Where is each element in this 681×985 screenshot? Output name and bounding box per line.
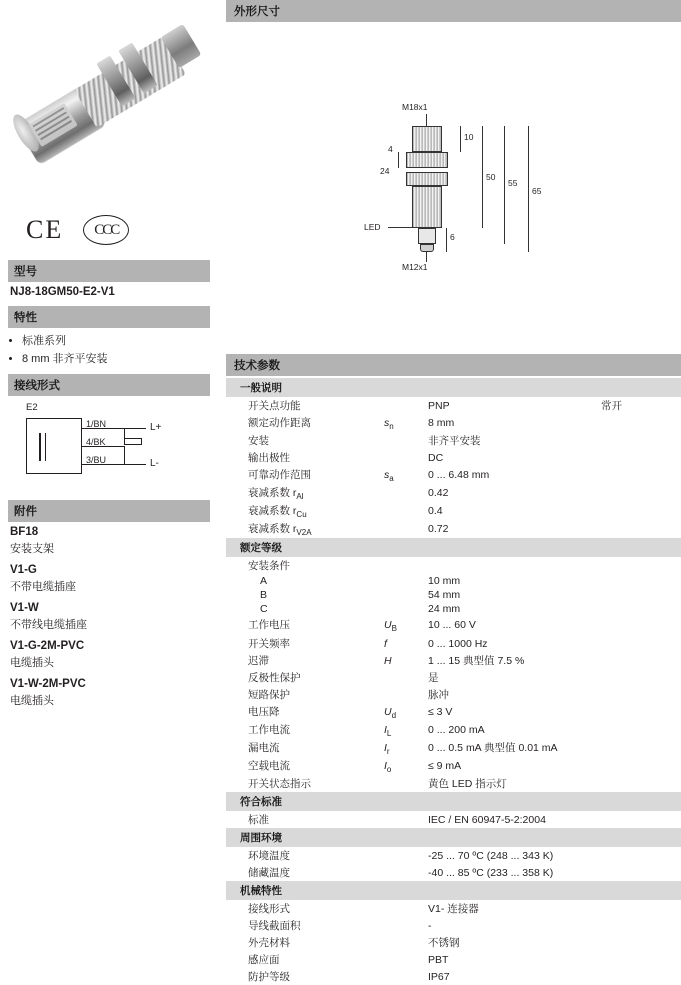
dim-thread-top-label: M18x1	[402, 102, 428, 112]
row-label: 开关点功能	[248, 400, 301, 412]
row-value: 10 ... 60 V	[428, 619, 476, 632]
dim-thread-bottom-label: M12x1	[402, 262, 428, 272]
accessory-desc: 不带电缆插座	[10, 581, 76, 593]
tech-header: 技术参数	[226, 354, 681, 376]
table-row	[226, 484, 681, 502]
tech-group-title: 机械特性	[226, 881, 681, 900]
wiring-label-plus: L+	[150, 422, 162, 433]
dim-led-label: LED	[364, 222, 381, 232]
model-value: NJ8-18GM50-E2-V1	[10, 286, 115, 298]
dim-leader-top	[426, 114, 427, 126]
table-row	[226, 703, 681, 721]
list-item: • 8 mm 非齐平安装	[22, 350, 210, 366]
row-value: 0 ... 6.48 mm	[428, 469, 490, 482]
row-value: 0.42	[428, 487, 449, 500]
row-value: PNP	[428, 400, 450, 412]
row-value: DC	[428, 452, 444, 465]
table-row	[226, 721, 681, 739]
dim-sensor-tip	[412, 126, 442, 152]
row-value: 0.72	[428, 523, 449, 536]
table-row	[226, 652, 681, 669]
row-value: 是	[428, 671, 439, 684]
dim-sensor-nut-1	[406, 152, 448, 168]
left-column	[0, 0, 218, 917]
row-value: 黄色 LED 指示灯	[428, 777, 507, 790]
row-label: 导线截面积	[248, 919, 301, 932]
row-value: 10 mm	[428, 575, 461, 588]
row-label: 环境温度	[248, 849, 290, 862]
sensor-illustration	[16, 16, 196, 186]
row-value: 24 mm	[428, 603, 461, 616]
row-label: 衰减系数 $r_{Al}$	[248, 487, 304, 502]
wiring-load-resistor	[124, 438, 142, 445]
row-label: 外壳材料	[248, 936, 290, 949]
accessory-item	[8, 602, 210, 632]
row-label: 开关状态指示	[248, 777, 311, 790]
row-label: 反极性保护	[248, 671, 301, 684]
table-row	[226, 686, 681, 703]
tech-table	[226, 378, 681, 985]
row-label: 迟滞	[248, 654, 269, 667]
dim-sensor-connector-end	[420, 244, 434, 252]
dim-10-line	[460, 126, 461, 152]
list-item: • 标准系列	[22, 332, 210, 348]
wiring-symbol-bar-2	[45, 433, 46, 461]
table-row	[226, 739, 681, 757]
dim-55-label: 55	[508, 178, 518, 188]
dim-65-line	[528, 126, 529, 252]
row-value: 0 ... 0.5 mA 典型值 0.01 mA	[428, 741, 558, 754]
row-value: ≤ 9 mA	[428, 759, 462, 772]
row-value: 0.4	[428, 505, 443, 518]
table-row	[226, 502, 681, 520]
table-row	[226, 414, 681, 432]
row-value: 8 mm	[428, 417, 455, 429]
accessory-name: V1-W-2M-PVC	[10, 678, 86, 690]
dim-50-label: 50	[486, 172, 496, 182]
row-symbol: $U_B$	[384, 619, 397, 634]
features-list	[8, 332, 210, 366]
accessory-desc: 安装支架	[10, 543, 54, 555]
row-label: 输出极性	[248, 452, 290, 465]
row-label: 储藏温度	[248, 866, 290, 879]
wiring-diagram	[10, 402, 210, 494]
dim-sensor-nut-2	[406, 172, 448, 186]
table-row	[226, 968, 681, 985]
accessory-name: BF18	[10, 526, 39, 538]
row-value: PBT	[428, 953, 449, 966]
dim-wrench-label: 24	[380, 166, 390, 176]
tech-group-title: 额定等级	[226, 538, 681, 557]
row-symbol: $s_n$	[384, 417, 394, 432]
accessory-desc: 不带线电缆插座	[10, 619, 87, 631]
row-value: IP67	[428, 970, 450, 983]
table-row	[226, 635, 681, 652]
row-symbol: $s_a$	[384, 469, 394, 484]
model-section-header: 型号	[8, 260, 210, 282]
dim-leader-bottom	[426, 252, 427, 262]
accessory-desc: 电缆插头	[10, 695, 54, 707]
wiring-label-minus: L-	[150, 458, 159, 469]
wiring-node-1	[124, 428, 125, 438]
dim-4-label: 4	[388, 144, 393, 154]
row-symbol: $I_L$	[384, 723, 392, 738]
table-row	[226, 616, 681, 634]
row-value: -25 ... 70 ºC (248 ... 343 K)	[428, 849, 554, 862]
row-label: 防护等级	[248, 970, 290, 983]
certification-marks	[26, 210, 210, 250]
row-value: ≤ 3 V	[428, 705, 453, 718]
row-label: A	[260, 575, 268, 588]
wiring-section-header: 接线形式	[8, 374, 210, 396]
dim-sensor-barrel	[412, 186, 442, 228]
dim-6-line	[446, 228, 447, 252]
table-row	[226, 934, 681, 951]
row-symbol: f	[384, 637, 387, 650]
table-row	[226, 864, 681, 881]
wiring-label-1: 1/BN	[86, 419, 107, 429]
table-row	[226, 917, 681, 934]
row-value: 脉冲	[428, 688, 449, 701]
row-value: -	[428, 919, 432, 932]
row-label: 可靠动作范围	[248, 469, 311, 482]
table-row	[226, 557, 681, 574]
wiring-label-3: 3/BU	[86, 455, 107, 465]
dim-led-leader	[388, 227, 416, 228]
row-value: 非齐平安装	[428, 435, 481, 448]
wiring-type-label: E2	[26, 402, 38, 413]
accessory-item	[8, 526, 210, 556]
row-value: 0 ... 1000 Hz	[428, 637, 488, 650]
table-row	[226, 588, 681, 602]
row-label: 短路保护	[248, 688, 290, 701]
row-value: 1 ... 15 典型值 7.5 %	[428, 654, 525, 667]
table-row	[226, 466, 681, 484]
wiring-label-2: 4/BK	[86, 437, 106, 447]
wiring-sensor-box	[26, 418, 82, 474]
table-row	[226, 900, 681, 917]
accessories-section-header: 附件	[8, 500, 210, 522]
table-row	[226, 574, 681, 588]
dimension-drawing-area	[226, 24, 681, 354]
row-value: V1- 连接器	[428, 902, 479, 915]
table-row	[226, 449, 681, 466]
table-row	[226, 520, 681, 538]
accessory-name: V1-W	[10, 602, 39, 614]
row-value-2: 常开	[601, 400, 622, 412]
table-row	[226, 811, 681, 828]
right-column	[226, 0, 681, 983]
wiring-rail-plus	[124, 428, 146, 429]
tech-group-title: 符合标准	[226, 792, 681, 811]
row-label: 感应面	[248, 953, 280, 966]
dimensions-header: 外形尺寸	[226, 0, 681, 22]
ce-icon: CE	[26, 215, 64, 244]
row-label: 电压降	[248, 705, 280, 718]
wiring-rail-minus	[124, 464, 146, 465]
row-value: IEC / EN 60947-5-2:2004	[428, 813, 546, 826]
table-row	[226, 847, 681, 864]
row-label: 空载电流	[248, 759, 290, 772]
row-label: 标准	[248, 813, 269, 826]
tech-group-title: 周围环境	[226, 828, 681, 847]
table-row	[226, 602, 681, 616]
accessory-name: V1-G-2M-PVC	[10, 640, 85, 652]
dim-50-line	[482, 126, 483, 228]
product-photo	[8, 6, 208, 196]
table-row	[226, 397, 681, 414]
dimension-drawing	[364, 94, 676, 294]
accessory-item	[8, 640, 210, 670]
ccc-icon: CCC	[83, 215, 129, 245]
row-symbol: H	[384, 654, 392, 667]
accessory-name: V1-G	[10, 564, 37, 576]
row-label: 漏电流	[248, 741, 280, 754]
table-row	[226, 757, 681, 775]
row-label: 衰减系数 $r_{Cu}$	[248, 505, 307, 520]
row-label: 衰减系数 $r_{V2A}$	[248, 523, 312, 538]
row-value: 0 ... 200 mA	[428, 723, 485, 736]
row-symbol: $I_r$	[384, 741, 390, 756]
wiring-node-2	[124, 446, 125, 464]
row-label: 额定动作距离	[248, 417, 311, 429]
row-symbol: $I_o$	[384, 759, 392, 774]
row-label: 工作电流	[248, 723, 290, 736]
accessory-item	[8, 678, 210, 708]
accessory-desc: 电缆插头	[10, 657, 54, 669]
row-value: 54 mm	[428, 589, 461, 602]
dim-sensor-connector	[418, 228, 436, 244]
accessory-item	[8, 564, 210, 594]
wiring-symbol-bar	[39, 433, 41, 461]
table-row	[226, 775, 681, 792]
row-label: 工作电压	[248, 619, 290, 632]
row-label: 接线形式	[248, 902, 290, 915]
row-symbol: $U_d$	[384, 705, 397, 720]
table-row	[226, 432, 681, 449]
row-value: -40 ... 85 ºC (233 ... 358 K)	[428, 866, 554, 879]
row-label: B	[260, 589, 268, 602]
row-label: 开关频率	[248, 637, 290, 650]
dim-4-line	[398, 152, 399, 168]
dim-55-line	[504, 126, 505, 244]
tech-group-title: 一般说明	[226, 378, 681, 397]
table-row	[226, 951, 681, 968]
features-section-header: 特性	[8, 306, 210, 328]
dim-65-label: 65	[532, 186, 542, 196]
row-label: 安装	[248, 435, 269, 448]
dim-10-label: 10	[464, 132, 474, 142]
dim-6-label: 6	[450, 232, 455, 242]
row-label: C	[260, 603, 268, 616]
table-row	[226, 669, 681, 686]
row-value: 不锈钢	[428, 936, 460, 949]
row-label: 安装条件	[248, 560, 290, 573]
